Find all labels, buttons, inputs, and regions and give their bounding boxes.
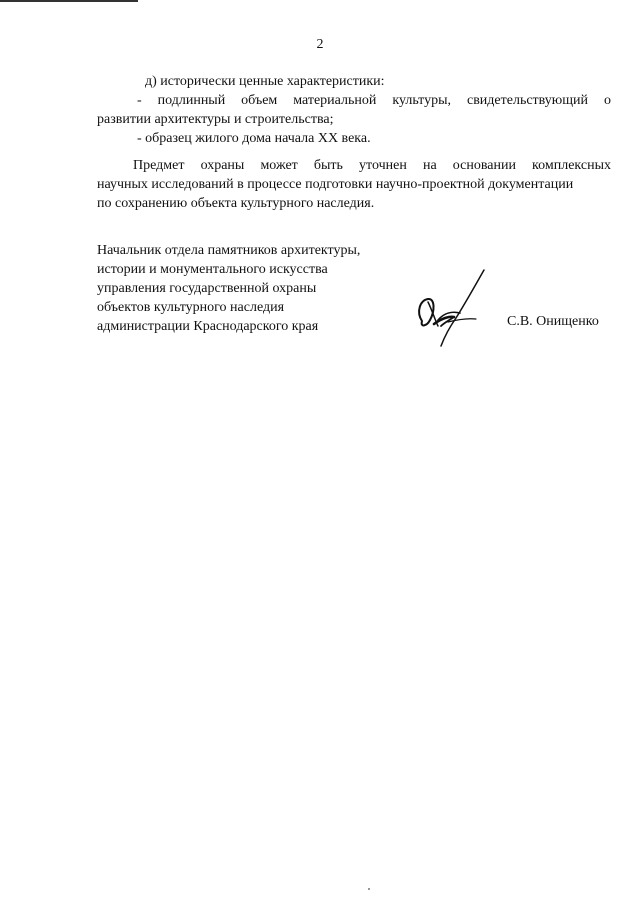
signatory-title-line: объектов культурного наследия: [97, 300, 285, 315]
scan-edge-mark: [0, 0, 138, 2]
signatory-title: [97, 241, 397, 336]
handwritten-signature: [408, 266, 488, 348]
note-line-1: Предмет охраны может быть уточнен на основании комплексных: [133, 158, 611, 173]
list-item-volume-line1: - подлинный объем материальной культуры, свидетельствующий о: [137, 93, 611, 108]
signatory-title-line: Начальник отдела памятников архитектуры,: [97, 243, 361, 258]
signatory-title-line: истории и монументального искусства: [97, 262, 328, 277]
signer-name: С.В. Онищенко: [507, 314, 599, 329]
note-line-3: по сохранению объекта культурного наследия.: [97, 196, 375, 211]
note-line-2: научных исследований в процессе подготовки научно-проектной документации: [97, 177, 574, 192]
page-number: 2: [316, 37, 324, 52]
list-item-house-sample: - образец жилого дома начала XX века.: [137, 131, 371, 146]
section-heading: д) исторически ценные характеристики:: [145, 74, 385, 89]
protection-note-paragraph: [97, 156, 611, 213]
historic-characteristics-section: [97, 72, 611, 148]
scan-speck: [368, 888, 370, 890]
signatory-title-line: управления государственной охраны: [97, 281, 317, 296]
signatory-title-line: администрации Краснодарского края: [97, 319, 319, 334]
list-item-volume-line2: развитии архитектуры и строительства;: [97, 112, 334, 127]
